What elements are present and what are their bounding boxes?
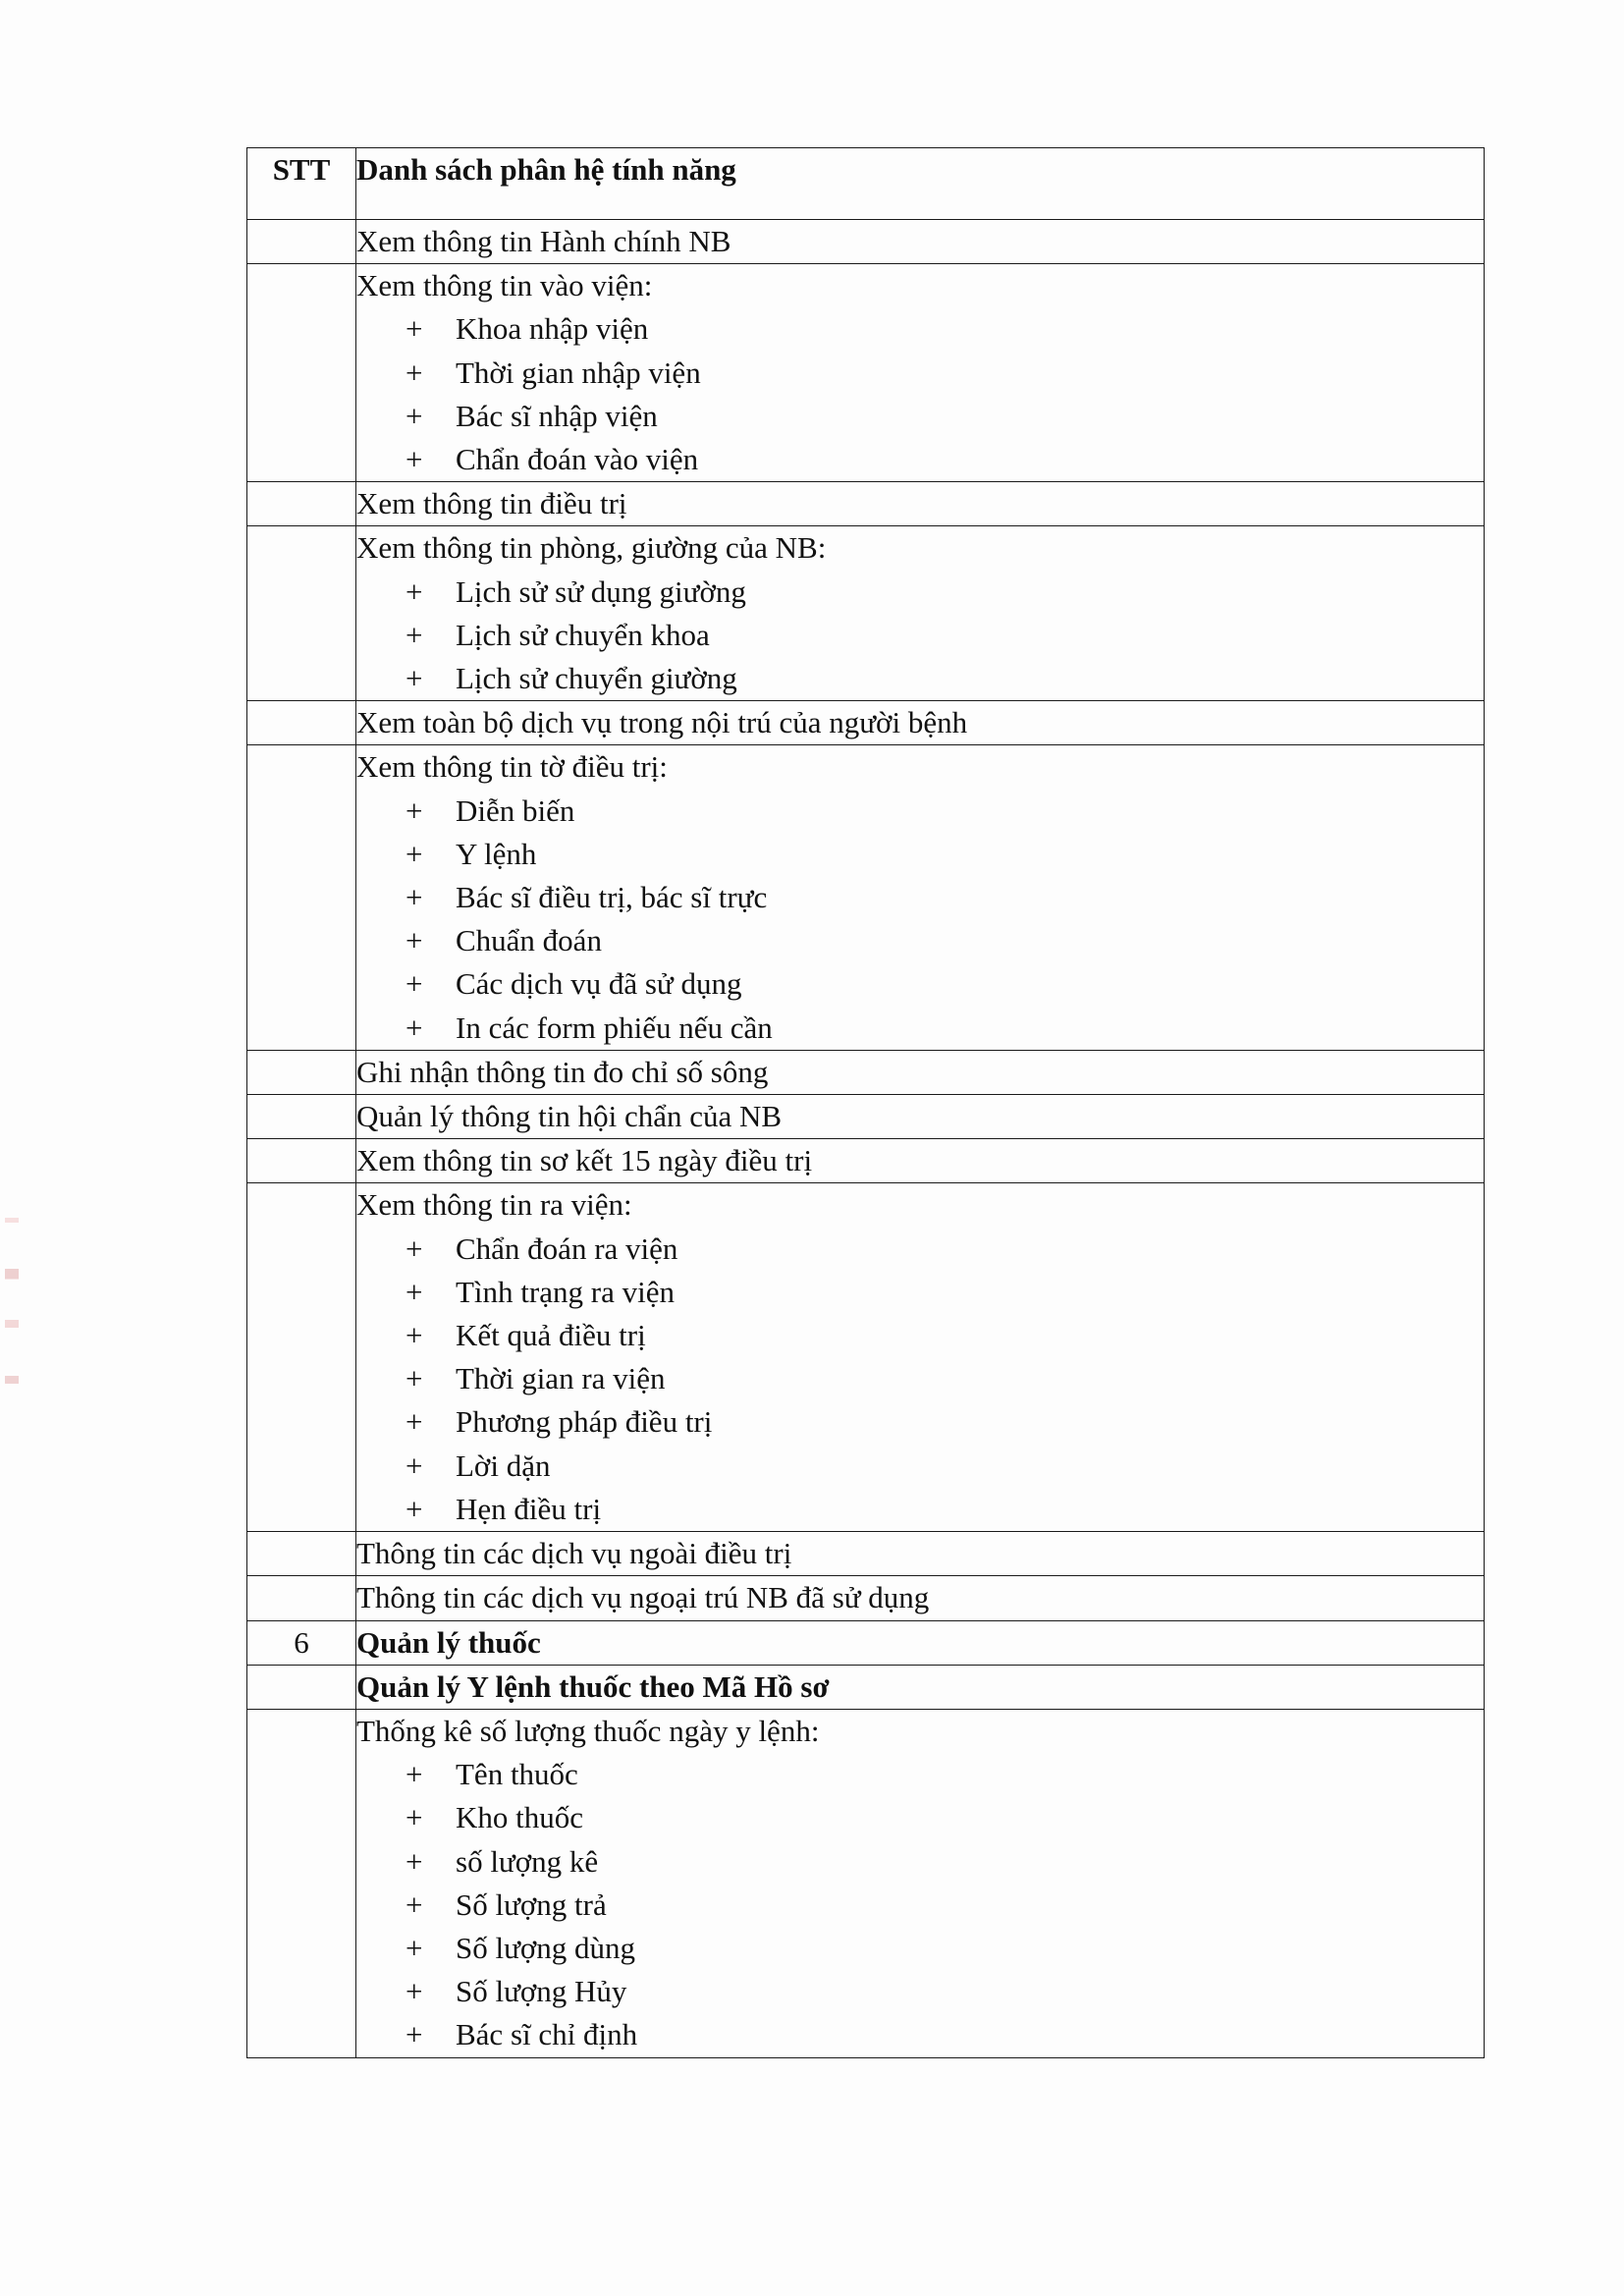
- feature-sub-item-label: Lịch sử chuyển khoa: [456, 617, 710, 652]
- feature-sub-item: [356, 1271, 1484, 1314]
- feature-sub-item-label: In các form phiếu nếu cần: [456, 1010, 773, 1045]
- row-stt: [247, 264, 356, 482]
- feature-title: Xem thông tin Hành chính NB: [356, 224, 731, 258]
- feature-sub-item-label: Lời dặn: [456, 1448, 551, 1483]
- row-feature-cell: [356, 1709, 1485, 2057]
- table-row: [247, 1139, 1485, 1183]
- table-row: [247, 1576, 1485, 1620]
- feature-sub-item-label: Chẩn đoán ra viện: [456, 1230, 678, 1266]
- plus-bullet-icon: +: [406, 442, 423, 477]
- feature-sub-item-label: Kho thuốc: [456, 1800, 584, 1835]
- feature-sub-item-label: Kết quả điều trị: [456, 1318, 646, 1353]
- row-stt: [247, 745, 356, 1050]
- table-row: [247, 1665, 1485, 1709]
- plus-bullet-icon: +: [406, 1448, 423, 1483]
- feature-sub-item-label: Tên thuốc: [456, 1757, 578, 1792]
- plus-bullet-icon: +: [406, 617, 423, 652]
- plus-bullet-icon: +: [406, 1404, 423, 1440]
- feature-sub-item-label: Các dịch vụ đã sử dụng: [456, 966, 742, 1002]
- feature-sub-item: [356, 1753, 1484, 1796]
- feature-title: Quản lý Y lệnh thuốc theo Mã Hồ sơ: [356, 1668, 830, 1704]
- feature-sub-item: [356, 395, 1484, 438]
- table-row: [247, 220, 1485, 264]
- plus-bullet-icon: +: [406, 1361, 423, 1396]
- feature-title: Thông tin các dịch vụ ngoại trú NB đã sử dụng: [356, 1580, 930, 1615]
- table-row: [247, 264, 1485, 482]
- feature-title: Xem thông tin tờ điều trị:: [356, 749, 668, 785]
- plus-bullet-icon: +: [406, 923, 423, 958]
- row-stt: [247, 220, 356, 264]
- row-feature-cell: [356, 1576, 1485, 1620]
- feature-title: Thống kê số lượng thuốc ngày y lệnh:: [356, 1713, 820, 1748]
- table-row: [247, 1050, 1485, 1094]
- header-features: Danh sách phân hệ tính năng: [356, 148, 1485, 220]
- feature-sub-item: [356, 657, 1484, 700]
- feature-sub-item: [356, 876, 1484, 919]
- feature-sub-item-label: Bác sĩ nhập viện: [456, 398, 658, 433]
- plus-bullet-icon: +: [406, 1491, 423, 1526]
- feature-sub-item: [356, 1357, 1484, 1400]
- feature-sub-item-label: Tình trạng ra viện: [456, 1274, 675, 1309]
- feature-title: Xem thông tin điều trị: [356, 486, 627, 521]
- table-header-row: [247, 148, 1485, 220]
- table-row: [247, 526, 1485, 701]
- plus-bullet-icon: +: [406, 1974, 423, 2009]
- feature-sub-item: [356, 1007, 1484, 1050]
- feature-title: Xem thông tin ra viện:: [356, 1187, 632, 1223]
- feature-sub-item: [356, 571, 1484, 614]
- feature-title: Xem thông tin phòng, giường của NB:: [356, 530, 827, 566]
- feature-sub-item-label: Diễn biến: [456, 793, 575, 828]
- row-feature-cell: [356, 482, 1485, 526]
- feature-sub-item-label: Lịch sử chuyển giường: [456, 661, 737, 696]
- feature-sub-item-label: Thời gian ra viện: [456, 1361, 666, 1396]
- table-row: [247, 1709, 1485, 2057]
- feature-sub-item: [356, 2013, 1484, 2056]
- plus-bullet-icon: +: [406, 966, 423, 1002]
- feature-sub-item: [356, 1314, 1484, 1357]
- feature-sub-item: [356, 1796, 1484, 1839]
- row-stt: [247, 1532, 356, 1576]
- plus-bullet-icon: +: [406, 311, 423, 347]
- feature-title: Xem thông tin vào viện:: [356, 268, 653, 303]
- row-feature-cell: [356, 701, 1485, 745]
- feature-sub-item: [356, 614, 1484, 657]
- plus-bullet-icon: +: [406, 1800, 423, 1835]
- plus-bullet-icon: +: [406, 836, 423, 871]
- row-stt: [247, 482, 356, 526]
- row-stt: [247, 1050, 356, 1094]
- feature-sub-item: [356, 919, 1484, 962]
- plus-bullet-icon: +: [406, 355, 423, 390]
- feature-sub-item-label: Lịch sử sử dụng giường: [456, 574, 746, 609]
- feature-sub-item: [356, 1840, 1484, 1884]
- table-row: [247, 1183, 1485, 1532]
- row-feature-cell: [356, 1183, 1485, 1532]
- row-feature-cell: [356, 526, 1485, 701]
- feature-sub-item-label: Số lượng dùng: [456, 1930, 636, 1965]
- plus-bullet-icon: +: [406, 1843, 423, 1879]
- plus-bullet-icon: +: [406, 574, 423, 609]
- row-stt: [247, 1095, 356, 1139]
- feature-sub-item-label: Số lượng Hủy: [456, 1974, 627, 2009]
- feature-sub-item-label: Bác sĩ điều trị, bác sĩ trực: [456, 880, 768, 915]
- plus-bullet-icon: +: [406, 1886, 423, 1922]
- feature-sub-item: [356, 1400, 1484, 1444]
- feature-sub-item: [356, 352, 1484, 395]
- plus-bullet-icon: +: [406, 1230, 423, 1266]
- row-stt: [247, 1139, 356, 1183]
- feature-sub-item: [356, 1228, 1484, 1271]
- header-stt: STT: [247, 148, 356, 220]
- feature-title: Ghi nhận thông tin đo chỉ số sông: [356, 1054, 769, 1089]
- feature-sub-item-label: Chẩn đoán vào viện: [456, 442, 699, 477]
- plus-bullet-icon: +: [406, 1274, 423, 1309]
- plus-bullet-icon: +: [406, 398, 423, 433]
- feature-title: Thông tin các dịch vụ ngoài điều trị: [356, 1536, 792, 1571]
- row-feature-cell: [356, 264, 1485, 482]
- plus-bullet-icon: +: [406, 661, 423, 696]
- feature-sub-item-label: Phương pháp điều trị: [456, 1404, 713, 1440]
- table-row: [247, 1095, 1485, 1139]
- feature-sub-item-label: Thời gian nhập viện: [456, 355, 701, 390]
- feature-sub-item-label: Khoa nhập viện: [456, 311, 649, 347]
- row-stt: [247, 1665, 356, 1709]
- row-feature-cell: [356, 1050, 1485, 1094]
- feature-sub-item: [356, 790, 1484, 833]
- feature-sub-item: [356, 1488, 1484, 1531]
- row-stt: 6: [247, 1620, 356, 1665]
- row-feature-cell: [356, 220, 1485, 264]
- plus-bullet-icon: +: [406, 1757, 423, 1792]
- row-stt: [247, 701, 356, 745]
- feature-sub-item: [356, 307, 1484, 351]
- feature-sub-item: [356, 438, 1484, 481]
- row-feature-cell: [356, 1095, 1485, 1139]
- feature-sub-item: [356, 1884, 1484, 1927]
- row-stt: [247, 1576, 356, 1620]
- row-stt: [247, 526, 356, 701]
- feature-sub-item-label: Y lệnh: [456, 836, 537, 871]
- feature-sub-item-label: Hẹn điều trị: [456, 1491, 602, 1526]
- feature-sub-item-label: Bác sĩ chỉ định: [456, 2017, 638, 2052]
- feature-title: Xem toàn bộ dịch vụ trong nội trú của người bệnh: [356, 705, 968, 740]
- scan-margin-marks: [5, 1218, 19, 1473]
- row-feature-cell: [356, 1620, 1485, 1665]
- table-row: [247, 482, 1485, 526]
- row-feature-cell: [356, 1665, 1485, 1709]
- feature-title: Xem thông tin sơ kết 15 ngày điều trị: [356, 1143, 813, 1178]
- row-feature-cell: [356, 1139, 1485, 1183]
- feature-table: [246, 147, 1485, 2058]
- feature-sub-item-label: Số lượng trả: [456, 1886, 607, 1922]
- row-feature-cell: [356, 1532, 1485, 1576]
- plus-bullet-icon: +: [406, 1010, 423, 1045]
- feature-sub-item-label: số lượng kê: [456, 1843, 599, 1879]
- table-body: [247, 220, 1485, 2058]
- plus-bullet-icon: +: [406, 2017, 423, 2052]
- table-row: [247, 1532, 1485, 1576]
- feature-title: Quản lý thông tin hội chẩn của NB: [356, 1099, 783, 1134]
- feature-sub-item: [356, 1970, 1484, 2013]
- row-stt: [247, 1709, 356, 2057]
- feature-sub-item: [356, 962, 1484, 1006]
- row-stt: [247, 1183, 356, 1532]
- feature-sub-item: [356, 833, 1484, 876]
- feature-title: Quản lý thuốc: [356, 1624, 541, 1660]
- feature-sub-item: [356, 1927, 1484, 1970]
- table-row: [247, 745, 1485, 1050]
- plus-bullet-icon: +: [406, 1318, 423, 1353]
- row-feature-cell: [356, 745, 1485, 1050]
- plus-bullet-icon: +: [406, 880, 423, 915]
- feature-sub-item: [356, 1445, 1484, 1488]
- plus-bullet-icon: +: [406, 793, 423, 828]
- plus-bullet-icon: +: [406, 1930, 423, 1965]
- table-row: [247, 1620, 1485, 1665]
- feature-sub-item-label: Chuẩn đoán: [456, 923, 602, 958]
- table-row: [247, 701, 1485, 745]
